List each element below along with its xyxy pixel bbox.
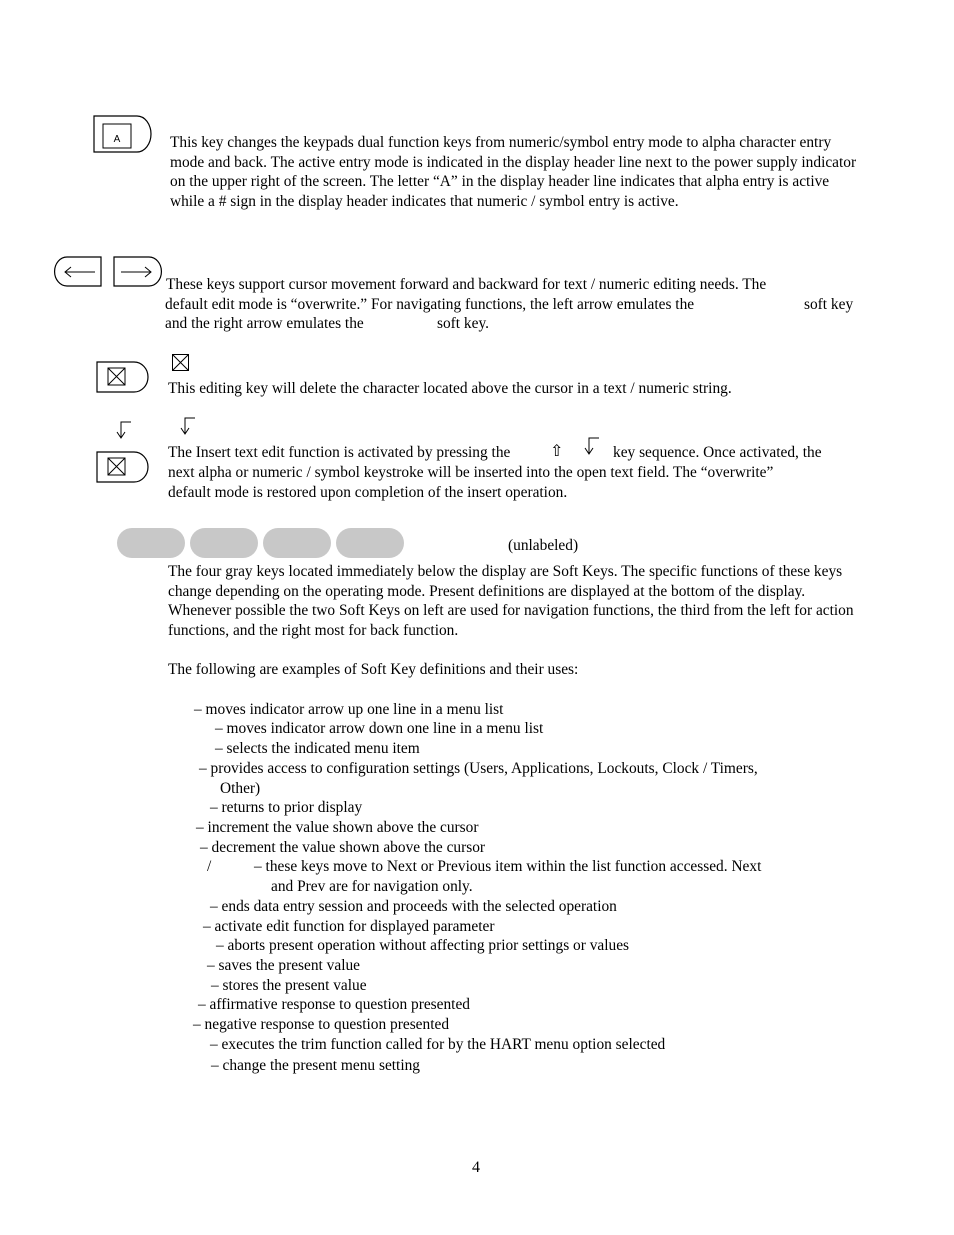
left-arrow-key-icon — [53, 256, 103, 288]
alpha-key-description: This key changes the keypads dual function keys from numeric/symbol entry mode to alpha character entry mode and back. The active entry mode is indicated in the display header line next to the power supply indicator on the upper right of the screen. The letter “A” in the display header line indicates that alpha entry is active while a # sign in the display header indicates that numeric / symbol entry is active. — [170, 134, 857, 211]
insert-text-line-1a: The Insert text edit function is activated by pressing the — [168, 444, 511, 461]
delete-glyph-icon — [172, 354, 189, 371]
insert-corner-arrow-icon — [112, 420, 134, 440]
soft-keys-unlabeled: (unlabeled) — [508, 537, 579, 554]
definition-item: – stores the present value — [211, 977, 367, 994]
arrow-keys-text-line-2a: default edit mode is “overwrite.” For navigating functions, the left arrow emulates the — [165, 296, 695, 313]
soft-key-1 — [117, 528, 185, 558]
soft-keys-examples-intro: The following are examples of Soft Key definitions and their uses: — [168, 661, 579, 678]
alpha-key-icon — [93, 115, 153, 155]
definition-item: – provides access to configuration settings (Users, Applications, Lockouts, Clock / Timers, — [199, 760, 758, 777]
insert-sequence-corner-icon — [580, 436, 602, 456]
definition-item: – affirmative response to question presented — [198, 996, 470, 1013]
arrow-keys-text-line-3b: soft key. — [437, 315, 490, 332]
definition-item: and Prev are for navigation only. — [271, 878, 473, 895]
definition-item: / — [207, 858, 212, 875]
insert-glyph-icon — [176, 416, 198, 436]
insert-key-icon — [96, 451, 150, 483]
definition-item: – executes the trim function called for by the HART menu option selected — [210, 1036, 666, 1053]
right-arrow-key-icon — [113, 256, 163, 288]
definition-item: – negative response to question presented — [193, 1016, 450, 1033]
insert-text-line-3: default mode is restored upon completion of the insert operation. — [168, 484, 568, 501]
definition-item: – decrement the value shown above the cursor — [200, 839, 486, 856]
insert-text-line-1b: key sequence. Once activated, the — [613, 444, 822, 461]
delete-key-description: This editing key will delete the character located above the cursor in a text / numeric string. — [168, 380, 732, 397]
soft-keys-description: The four gray keys located immediately below the display are Soft Keys. The specific functions of these keys change depending on the operating mode. Present definitions are displayed at the bottom of the display. Whenever possible the two Soft Keys on left are used for navigation functions, the third from the left for action functions, and the right most for back function. — [168, 563, 854, 640]
alpha-key-label: A — [113, 134, 121, 145]
definition-item: – activate edit function for displayed parameter — [203, 918, 495, 935]
definition-item: – moves indicator arrow down one line in a menu list — [215, 720, 544, 737]
insert-text-line-2: next alpha or numeric / symbol keystroke will be inserted into the open text field. The “overwrite” — [168, 464, 774, 481]
shift-arrow-icon: ⇧ — [550, 441, 564, 460]
definition-item: – these keys move to Next or Previous item within the list function accessed. Next — [254, 858, 762, 875]
definition-item: – change the present menu setting — [211, 1057, 420, 1074]
definition-item: – moves indicator arrow up one line in a menu list — [194, 701, 504, 718]
definition-item: Other) — [220, 780, 261, 797]
arrow-keys-text-line-3a: and the right arrow emulates the — [165, 315, 364, 332]
soft-key-3 — [263, 528, 331, 558]
arrow-keys-text-line-2b: soft key — [804, 296, 854, 313]
delete-key-icon — [96, 361, 150, 393]
definition-item: – aborts present operation without affecting prior settings or values — [216, 937, 630, 954]
definition-item: – ends data entry session and proceeds with the selected operation — [210, 898, 617, 915]
soft-key-4 — [336, 528, 404, 558]
definition-item: – selects the indicated menu item — [215, 740, 420, 757]
page-number: 4 — [472, 1159, 480, 1176]
arrow-keys-text-line-1: These keys support cursor movement forward and backward for text / numeric editing needs. The — [166, 276, 767, 293]
definition-item: – saves the present value — [207, 957, 360, 974]
definition-item: – returns to prior display — [210, 799, 363, 816]
soft-key-2 — [190, 528, 258, 558]
definition-item: – increment the value shown above the cursor — [196, 819, 479, 836]
